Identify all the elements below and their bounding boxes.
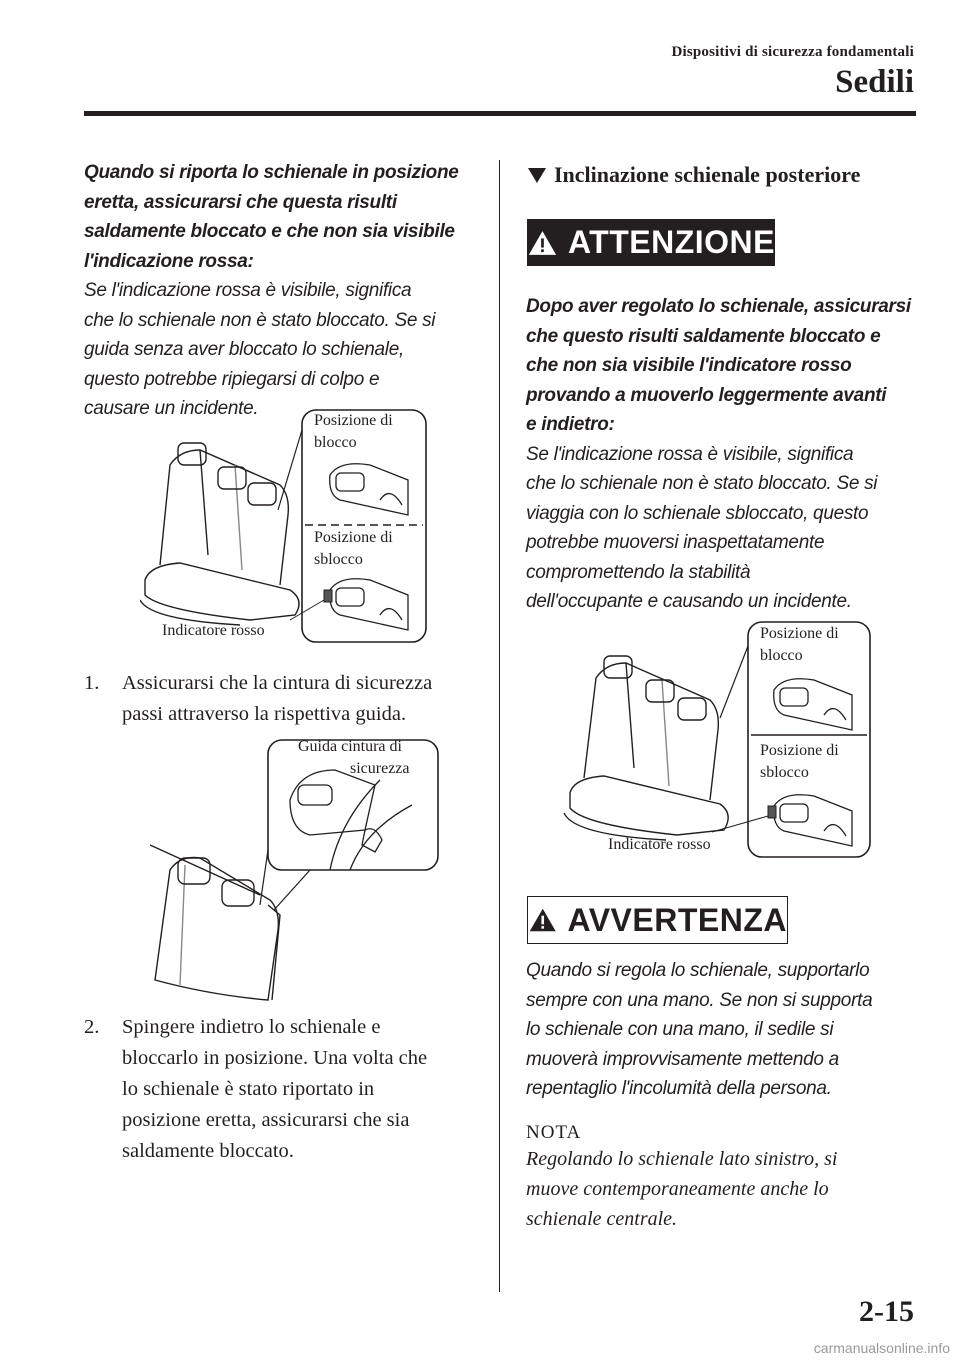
- fig1-lock-label-2: blocco: [314, 434, 357, 451]
- step-1-number: 1.: [84, 672, 100, 694]
- caution-bold-5: e indietro:: [526, 414, 615, 435]
- warning-triangle-outline-icon: [528, 905, 557, 935]
- fig3-unlock-label-2: sblocco: [760, 764, 809, 781]
- subsection-heading-text: Inclinazione schienale posteriore: [554, 162, 861, 187]
- chapter-title: Dispositivi di sicurezza fondamentali: [671, 44, 914, 60]
- header-rule: [84, 111, 916, 116]
- caution-bold-1: Dopo aver regolato lo schienale, assicurarsi: [526, 296, 911, 317]
- caution-text-2: che lo schienale non è stato bloccato. Se si: [526, 473, 878, 494]
- warning-triangle-icon: [527, 228, 558, 258]
- notice-text-5: repentaglio l'incolumità della persona.: [526, 1078, 832, 1099]
- step-2-line-3: lo schienale è stato riportato in: [122, 1078, 375, 1100]
- fig3-lock-label-2: blocco: [760, 647, 803, 664]
- left-warning-text-5: causare un incidente.: [84, 398, 259, 419]
- caution-text-1: Se l'indicazione rossa è visibile, significa: [526, 443, 854, 465]
- step-1: [84, 668, 484, 730]
- column-divider: [499, 160, 500, 1292]
- fig2-guide-label-1: Guida cintura di: [298, 738, 402, 755]
- red-indicator-mark: [324, 590, 332, 602]
- left-warning-line-4: l'indicazione rossa:: [84, 250, 254, 272]
- left-warning-line-2: eretta, assicurarsi che questa risulti: [84, 191, 397, 213]
- step-1-line-1: Assicurarsi che la cintura di sicurezza: [122, 672, 433, 694]
- fig1-lock-label-1: Posizione di: [314, 412, 393, 429]
- notice-text: [526, 956, 926, 1104]
- notice-text-2: sempre con una mano. Se non si supporta: [526, 989, 873, 1011]
- caution-bold-2: che questo risulti saldamente bloccato e: [526, 325, 881, 347]
- step-2-number: 2.: [84, 1016, 100, 1038]
- notice-text-3: lo schienale con una mano, il sedile si: [526, 1019, 834, 1040]
- figure-seatbelt-guide: [150, 730, 440, 1010]
- fig1-unlock-label: [314, 527, 393, 571]
- fig3-unlock-label-1: Posizione di: [760, 742, 839, 759]
- fig3-lock-label: [760, 623, 839, 667]
- section-title: Sedili: [835, 64, 914, 100]
- fig2-guide-label: [298, 736, 410, 780]
- fig1-unlock-label-2: sblocco: [314, 551, 363, 568]
- step-2: [84, 1012, 484, 1167]
- caution-bold-3: che non sia visibile l'indicatore rosso: [526, 355, 852, 376]
- red-indicator-mark-2: [768, 806, 776, 818]
- figure-seat-lock-positions: [140, 405, 430, 645]
- caution-text-4: potrebbe muoversi inaspettatamente: [526, 532, 825, 553]
- step-2-line-1: Spingere indietro lo schienale e: [122, 1016, 381, 1038]
- fig1-lock-label: [314, 410, 393, 454]
- right-caution-text: [526, 292, 926, 617]
- left-warning-line-3: saldamente bloccato e che non sia visibile: [84, 221, 455, 242]
- step-2-line-5: saldamente bloccato.: [122, 1140, 294, 1162]
- nota-text: [526, 1144, 916, 1234]
- step-1-line-2: passi attraverso la rispettiva guida.: [122, 703, 407, 725]
- step-2-line-2: bloccarlo in posizione. Una volta che: [122, 1047, 428, 1069]
- step-2-line-4: posizione eretta, assicurarsi che sia: [122, 1109, 410, 1131]
- watermark: carmanualsonline.info: [813, 1340, 950, 1356]
- caution-text-5: compromettendo la stabilità: [526, 561, 751, 583]
- notice-label: AVVERTENZA: [567, 901, 787, 938]
- left-warning-text-4: questo potrebbe ripiegarsi di colpo e: [84, 368, 380, 390]
- nota-title: NOTA: [526, 1122, 582, 1143]
- notice-text-1: Quando si regola lo schienale, supportarlo: [526, 960, 870, 981]
- subsection-heading: [528, 162, 860, 188]
- fig2-guide-label-2: sicurezza: [350, 760, 410, 777]
- caution-text-3: viaggia con lo schienale sbloccato, questo: [526, 502, 869, 524]
- nota-text-2: muove contemporaneamente anche lo: [526, 1178, 829, 1200]
- left-warning-text-3: guida senza aver bloccato lo schienale,: [84, 339, 404, 360]
- page-number: 2-15: [859, 1295, 914, 1328]
- notice-text-4: muoverà improvvisamente mettendo a: [526, 1048, 839, 1070]
- left-warning-line-1: Quando si riporta lo schienale in posizione: [84, 162, 459, 183]
- triangle-marker-icon: [528, 168, 546, 183]
- fig3-unlock-label: [760, 740, 839, 784]
- left-warning: [84, 158, 484, 424]
- notice-badge: [527, 896, 788, 944]
- caution-badge: [527, 219, 775, 266]
- fig3-indicator-label: Indicatore rosso: [608, 836, 711, 853]
- nota-text-1: Regolando lo schienale lato sinistro, si: [526, 1148, 838, 1170]
- left-warning-text-1: Se l'indicazione rossa è visibile, significa: [84, 280, 412, 301]
- nota-text-3: schienale centrale.: [526, 1208, 678, 1230]
- caution-label: ATTENZIONE: [567, 224, 775, 260]
- caution-bold-4: provando a muoverlo leggermente avanti: [526, 384, 887, 406]
- fig1-unlock-label-1: Posizione di: [314, 529, 393, 546]
- left-warning-text-2: che lo schienale non è stato bloccato. Se si: [84, 309, 436, 331]
- fig3-lock-label-1: Posizione di: [760, 625, 839, 642]
- fig1-indicator-label: Indicatore rosso: [162, 622, 265, 639]
- caution-text-6: dell'occupante e causando un incidente.: [526, 591, 852, 612]
- figure-recline-lock-positions: [562, 618, 874, 860]
